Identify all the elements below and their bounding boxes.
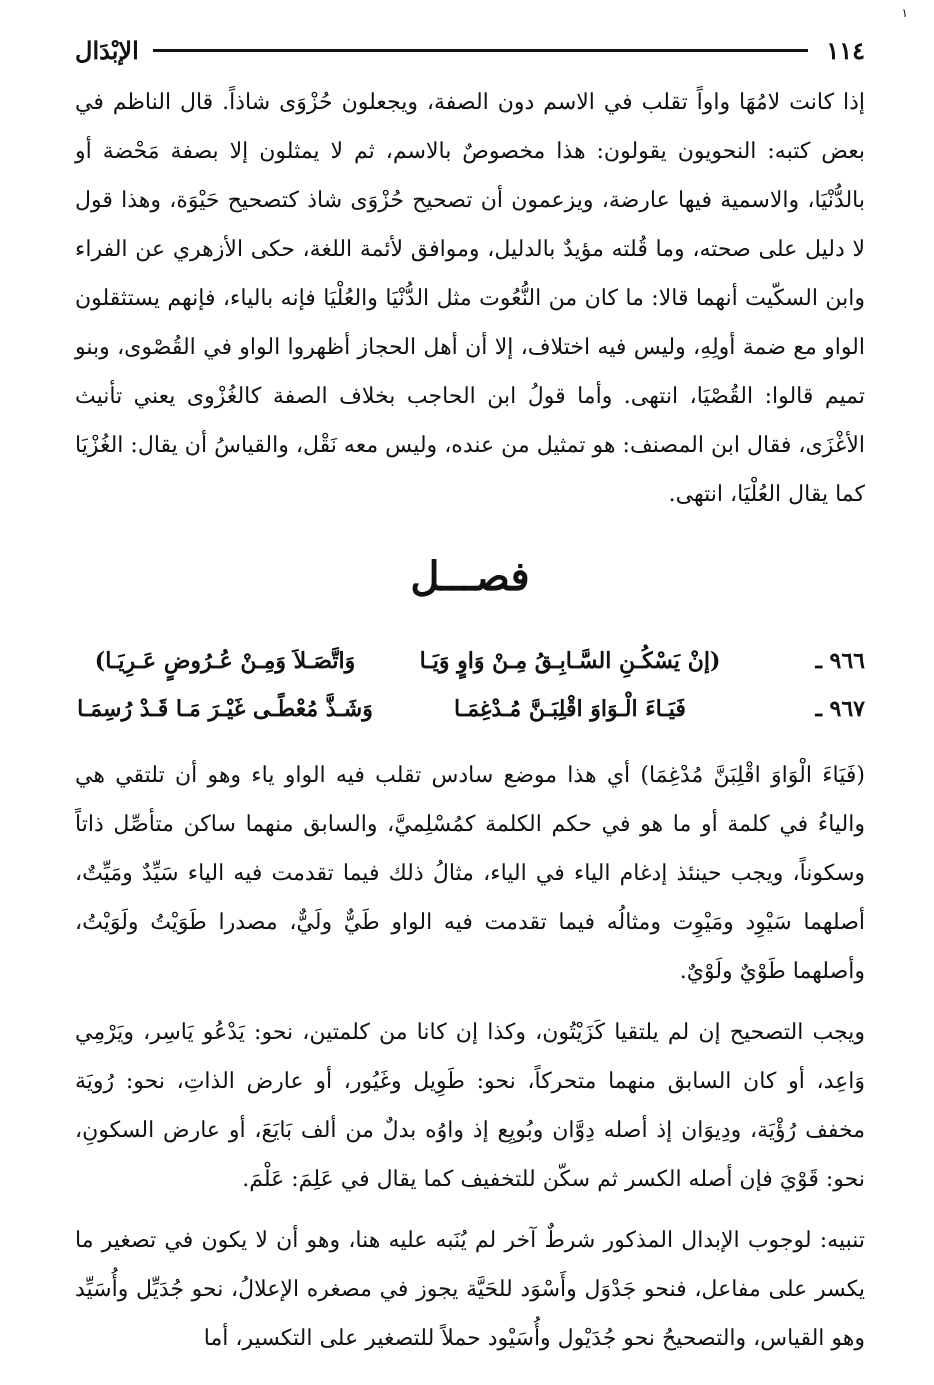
verse-second-hemistich: وَشَـذَّ مُعْطًـى غَيْـرَ مَـا قَـدْ رُسِمَـا (77, 696, 373, 722)
section-heading: فصـــل (410, 553, 530, 600)
page (75, 30, 865, 1363)
verse-block (75, 637, 865, 733)
page-number: ١١٤ (826, 35, 865, 65)
paragraph: (فَيَاءَ الْوَاوَ اقْلِبَنَّ مُدْغِمَا) أي هذا موضع سادس تقلب فيه الواو ياء وهو أن تلتقي هي والياءُ في كلمة أو ما هو في حكم الكلمة كمُسْلِميَّ، والسابق منهما ساكن متأصِّل ذاتاً وسكوناً، ويجب حينئذ إدغام الياء في الياء، مثالُ ذلك فيما تقدمت فيه الياء سَيِّدٌ ومَيِّتٌ، أصلهما سَيْوِد ومَيْوِت ومثالُه فيما تقدمت فيه الواو طَيٌّ ولَيٌّ، مصدرا طَوَيْتُ ولَوَيْتُ، وأصلهما طَوْيٌ ولَوْيٌ. (75, 763, 865, 984)
verse-first-hemistich: (إنْ يَسْكُـنِ السَّـابِـقُ مِـنْ وَاوٍ وَيَـا (419, 648, 721, 674)
verse-first-hemistich: فَيَـاءَ الْـوَاوَ اقْلِبَـنَّ مُـدْغِمَـا (454, 696, 686, 722)
paragraph: تنبيه: لوجوب الإبدال المذكور شرطٌ آخر لم يُنَبه عليه هنا، وهو أن لا يكون في تصغير ما يكسر على مفاعل، فنحو جَدْوَل وأَسْوَد للحَيَّة يجوز في مصغره الإعلالُ، نحو جُدَيِّل وأُسَيِّد وهو القياس، والتصحيحُ نحو جُدَيْول وأُسَيْود حملاً للتصغير على التكسير، أما (75, 1228, 865, 1351)
paragraph: ويجب التصحيح إن لم يلتقيا كَزَيْتُون، وكذا إن كانا من كلمتين، نحو: يَدْعُو يَاسِر، ويَرْمِي وَاعِد، أو كان السابق منهما متحركاً، نحو: طَوِيل وغَيُور، أو عارض الذاتِ، نحو: رُويَة مخفف رُؤْيَة، ودِيوَان إذ أصله دِوَّان وبُويِع إذ واوُه بدلٌ من ألف بَايَعَ، أو عارض السكونِ، نحو: قَوْيَ فإن أصله الكسر ثم سكّن للتخفيف كما يقال في عَلِمَ: عَلْمَ. (75, 1020, 865, 1192)
verse-second-hemistich: وَاتَّصَـلاَ وَمِـنْ عُـرُوضٍ عَـرِيَـا) (94, 648, 356, 674)
header-rule (153, 49, 809, 52)
paragraph: إذا كانت لامُهَا واواً تقلب في الاسم دون الصفة، ويجعلون حُزْوَى شاذاً. قال الناظم في بعض كتبه: النحويون يقولون: هذا مخصوصٌ بالاسم، ثم لا يمثلون إلا بصفة مَحْضة أو بالدُّنْيَا، والاسمية فيها عارضة، ويزعمون أن تصحيح حُزْوَى شاذ كتصحيح حَيْوَة، وهذا قول لا دليل على صحته، وما قُلته مؤيدٌ بالدليل، وموافق لأئمة اللغة، حكى الأزهري عن الفراء وابن السكّيت أنهما قالا: ما كان من النُّعُوت مثل الدُّنْيَا والعُلْيَا فإنه بالياء، فإنهم يستثقلون الواو مع ضمة أولِهِ، وليس فيه اختلاف، إلا أن أهل الحجاز أظهروا الواو في القُصْوى، وبنو تميم قالوا: القُصْيَا، انتهى. وأما قولُ ابن الحاجب بخلاف الصفة كالغُزْوى يعني تأنيث الأغْزَى، فقال ابن المصنف: هو تمثيل من عنده، وليس معه نَقْل، والقياسُ أن يقال: الغُزْيَا كما يقال العُلْيَا، انتهى. (75, 90, 865, 507)
verse-number: ٩٦٦ ـ (815, 648, 865, 674)
corner-mark: ١ (901, 6, 908, 20)
running-header (75, 30, 865, 70)
verse-number: ٩٦٧ ـ (815, 696, 865, 722)
verse-line (75, 637, 865, 685)
verse-line (75, 685, 865, 733)
chapter-title: الإبْدَال (75, 35, 139, 65)
